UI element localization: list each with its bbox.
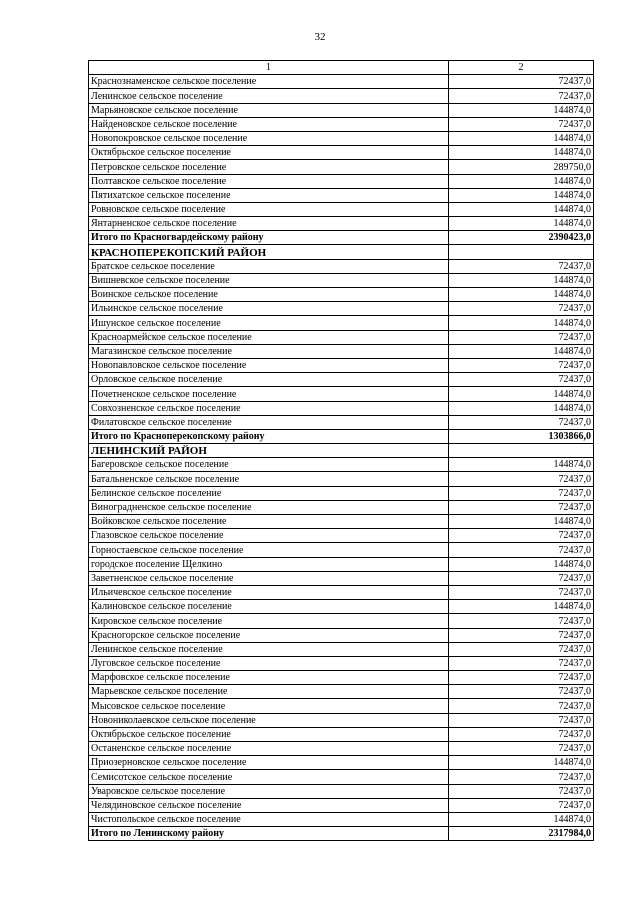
- table-row: [89, 727, 594, 741]
- table-row: [89, 146, 594, 160]
- settlement-name: Полтавское сельское поселение: [89, 174, 449, 188]
- settlement-name: Ильичевское сельское поселение: [89, 585, 449, 599]
- table-row: [89, 543, 594, 557]
- amount-value: 144874,0: [449, 316, 594, 330]
- settlement-name: Ленинское сельское поселение: [89, 89, 449, 103]
- amount-value: 144874,0: [449, 273, 594, 287]
- amount-value: 72437,0: [449, 571, 594, 585]
- amount-value: 144874,0: [449, 174, 594, 188]
- settlement-name: Магазинское сельское поселение: [89, 344, 449, 358]
- amount-value: 72437,0: [449, 628, 594, 642]
- amount-value: 72437,0: [449, 373, 594, 387]
- amount-value: 144874,0: [449, 387, 594, 401]
- table-row: [89, 188, 594, 202]
- table-row: [89, 288, 594, 302]
- settlement-name: Ленинское сельское поселение: [89, 642, 449, 656]
- settlement-name: Луговское сельское поселение: [89, 656, 449, 670]
- amount-value: 1303866,0: [449, 429, 594, 443]
- table-row: [89, 656, 594, 670]
- amount-value: 144874,0: [449, 146, 594, 160]
- amount-value: 72437,0: [449, 117, 594, 131]
- settlement-name: Семисотское сельское поселение: [89, 770, 449, 784]
- allocation-table: [88, 60, 594, 841]
- amount-value: 72437,0: [449, 642, 594, 656]
- amount-value: 72437,0: [449, 486, 594, 500]
- amount-value: [449, 444, 594, 458]
- amount-value: 72437,0: [449, 784, 594, 798]
- table-row: [89, 259, 594, 273]
- table-row: [89, 529, 594, 543]
- table-row: [89, 373, 594, 387]
- settlement-name: Красноармейское сельское поселение: [89, 330, 449, 344]
- settlement-name: Новопокровское сельское поселение: [89, 131, 449, 145]
- table-row: [89, 628, 594, 642]
- total-row: [89, 827, 594, 841]
- amount-value: 72437,0: [449, 671, 594, 685]
- table-row: [89, 784, 594, 798]
- settlement-name: Багеровское сельское поселение: [89, 458, 449, 472]
- table-row: [89, 671, 594, 685]
- settlement-name: Войковское сельское поселение: [89, 515, 449, 529]
- amount-value: 144874,0: [449, 401, 594, 415]
- amount-value: 72437,0: [449, 585, 594, 599]
- settlement-name: Петровское сельское поселение: [89, 160, 449, 174]
- settlement-name: Белинское сельское поселение: [89, 486, 449, 500]
- table-row: [89, 585, 594, 599]
- table-row: [89, 273, 594, 287]
- settlement-name: Вишневское сельское поселение: [89, 273, 449, 287]
- amount-value: 72437,0: [449, 713, 594, 727]
- table-row: [89, 685, 594, 699]
- amount-value: 144874,0: [449, 288, 594, 302]
- amount-value: 144874,0: [449, 557, 594, 571]
- table-row: [89, 75, 594, 89]
- table-row: [89, 486, 594, 500]
- table-row: [89, 770, 594, 784]
- amount-value: 144874,0: [449, 600, 594, 614]
- amount-value: 72437,0: [449, 727, 594, 741]
- settlement-name: Итого по Красногвардейскому району: [89, 231, 449, 245]
- settlement-name: Кировское сельское поселение: [89, 614, 449, 628]
- amount-value: 144874,0: [449, 458, 594, 472]
- table-row: [89, 89, 594, 103]
- amount-value: [449, 245, 594, 259]
- settlement-name: Янтарненское сельское поселение: [89, 217, 449, 231]
- table-row: [89, 699, 594, 713]
- amount-value: 72437,0: [449, 259, 594, 273]
- amount-value: 144874,0: [449, 756, 594, 770]
- table-row: [89, 344, 594, 358]
- settlement-name: Мысовское сельское поселение: [89, 699, 449, 713]
- settlement-name: Итого по Ленинскому району: [89, 827, 449, 841]
- amount-value: 72437,0: [449, 770, 594, 784]
- settlement-name: Совхозненское сельское поселение: [89, 401, 449, 415]
- settlement-name: Глазовское сельское поселение: [89, 529, 449, 543]
- table-body: [89, 75, 594, 841]
- settlement-name: Филатовское сельское поселение: [89, 415, 449, 429]
- table-row: [89, 358, 594, 372]
- total-row: [89, 429, 594, 443]
- settlement-name: Горностаевское сельское поселение: [89, 543, 449, 557]
- settlement-name: городское поселение Щелкино: [89, 557, 449, 571]
- amount-value: 72437,0: [449, 500, 594, 514]
- amount-value: 72437,0: [449, 472, 594, 486]
- table-row: [89, 600, 594, 614]
- settlement-name: Пятихатское сельское поселение: [89, 188, 449, 202]
- amount-value: 144874,0: [449, 515, 594, 529]
- district-heading-row: [89, 444, 594, 458]
- amount-value: 72437,0: [449, 529, 594, 543]
- amount-value: 144874,0: [449, 344, 594, 358]
- settlement-name: Итого по Красноперекопскому району: [89, 429, 449, 443]
- amount-value: 72437,0: [449, 656, 594, 670]
- table-row: [89, 571, 594, 585]
- settlement-name: Виноградненское сельское поселение: [89, 500, 449, 514]
- amount-value: 72437,0: [449, 330, 594, 344]
- amount-value: 72437,0: [449, 543, 594, 557]
- settlement-name: Краснознаменское сельское поселение: [89, 75, 449, 89]
- amount-value: 72437,0: [449, 699, 594, 713]
- settlement-name: Батальненское сельское поселение: [89, 472, 449, 486]
- column-header-2: 2: [449, 61, 594, 75]
- amount-value: 72437,0: [449, 89, 594, 103]
- amount-value: 72437,0: [449, 614, 594, 628]
- settlement-name: Октябрьское сельское поселение: [89, 727, 449, 741]
- table-row: [89, 174, 594, 188]
- settlement-name: Ишунское сельское поселение: [89, 316, 449, 330]
- settlement-name: Приозерновское сельское поселение: [89, 756, 449, 770]
- settlement-name: Калиновское сельское поселение: [89, 600, 449, 614]
- district-heading-row: [89, 245, 594, 259]
- table-row: [89, 756, 594, 770]
- table-row: [89, 798, 594, 812]
- amount-value: 72437,0: [449, 302, 594, 316]
- settlement-name: Марьяновское сельское поселение: [89, 103, 449, 117]
- table-row: [89, 500, 594, 514]
- table-row: [89, 217, 594, 231]
- settlement-name: Воинское сельское поселение: [89, 288, 449, 302]
- settlement-name: Почетненское сельское поселение: [89, 387, 449, 401]
- table-row: [89, 472, 594, 486]
- table-row: [89, 330, 594, 344]
- table-row: [89, 642, 594, 656]
- table-row: [89, 614, 594, 628]
- table-row: [89, 401, 594, 415]
- table-row: [89, 302, 594, 316]
- table-row: [89, 515, 594, 529]
- table-row: [89, 415, 594, 429]
- amount-value: 72437,0: [449, 358, 594, 372]
- table-row: [89, 557, 594, 571]
- table-row: [89, 387, 594, 401]
- settlement-name: Найденовское сельское поселение: [89, 117, 449, 131]
- settlement-name: Октябрьское сельское поселение: [89, 146, 449, 160]
- settlement-name: Красногорское сельское поселение: [89, 628, 449, 642]
- amount-value: 144874,0: [449, 202, 594, 216]
- table-header-row: [89, 61, 594, 75]
- settlement-name: Ильинское сельское поселение: [89, 302, 449, 316]
- settlement-name: Уваровское сельское поселение: [89, 784, 449, 798]
- settlement-name: Заветненское сельское поселение: [89, 571, 449, 585]
- table-row: [89, 713, 594, 727]
- table-row: [89, 103, 594, 117]
- amount-value: 144874,0: [449, 131, 594, 145]
- district-name: КРАСНОПЕРЕКОПСКИЙ РАЙОН: [89, 245, 449, 259]
- table-row: [89, 812, 594, 826]
- amount-value: 72437,0: [449, 742, 594, 756]
- settlement-name: Марфовское сельское поселение: [89, 671, 449, 685]
- column-header-1: 1: [89, 61, 449, 75]
- table-row: [89, 742, 594, 756]
- amount-value: 2317984,0: [449, 827, 594, 841]
- amount-value: 72437,0: [449, 798, 594, 812]
- settlement-name: Братское сельское поселение: [89, 259, 449, 273]
- settlement-name: Ровновское сельское поселение: [89, 202, 449, 216]
- amount-value: 2390423,0: [449, 231, 594, 245]
- district-name: ЛЕНИНСКИЙ РАЙОН: [89, 444, 449, 458]
- amount-value: 72437,0: [449, 415, 594, 429]
- table-row: [89, 316, 594, 330]
- settlement-name: Марьевское сельское поселение: [89, 685, 449, 699]
- settlement-name: Останенское сельское поселение: [89, 742, 449, 756]
- table-row: [89, 202, 594, 216]
- amount-value: 144874,0: [449, 103, 594, 117]
- table-row: [89, 160, 594, 174]
- settlement-name: Новопавловское сельское поселение: [89, 358, 449, 372]
- amount-value: 72437,0: [449, 75, 594, 89]
- page-number: 32: [314, 31, 326, 43]
- total-row: [89, 231, 594, 245]
- settlement-name: Чистопольское сельское поселение: [89, 812, 449, 826]
- amount-value: 144874,0: [449, 812, 594, 826]
- table-row: [89, 131, 594, 145]
- amount-value: 144874,0: [449, 188, 594, 202]
- settlement-name: Челядиновское сельское поселение: [89, 798, 449, 812]
- table-row: [89, 117, 594, 131]
- settlement-name: Орловское сельское поселение: [89, 373, 449, 387]
- settlement-name: Новониколаевское сельское поселение: [89, 713, 449, 727]
- amount-value: 144874,0: [449, 217, 594, 231]
- amount-value: 289750,0: [449, 160, 594, 174]
- amount-value: 72437,0: [449, 685, 594, 699]
- table-row: [89, 458, 594, 472]
